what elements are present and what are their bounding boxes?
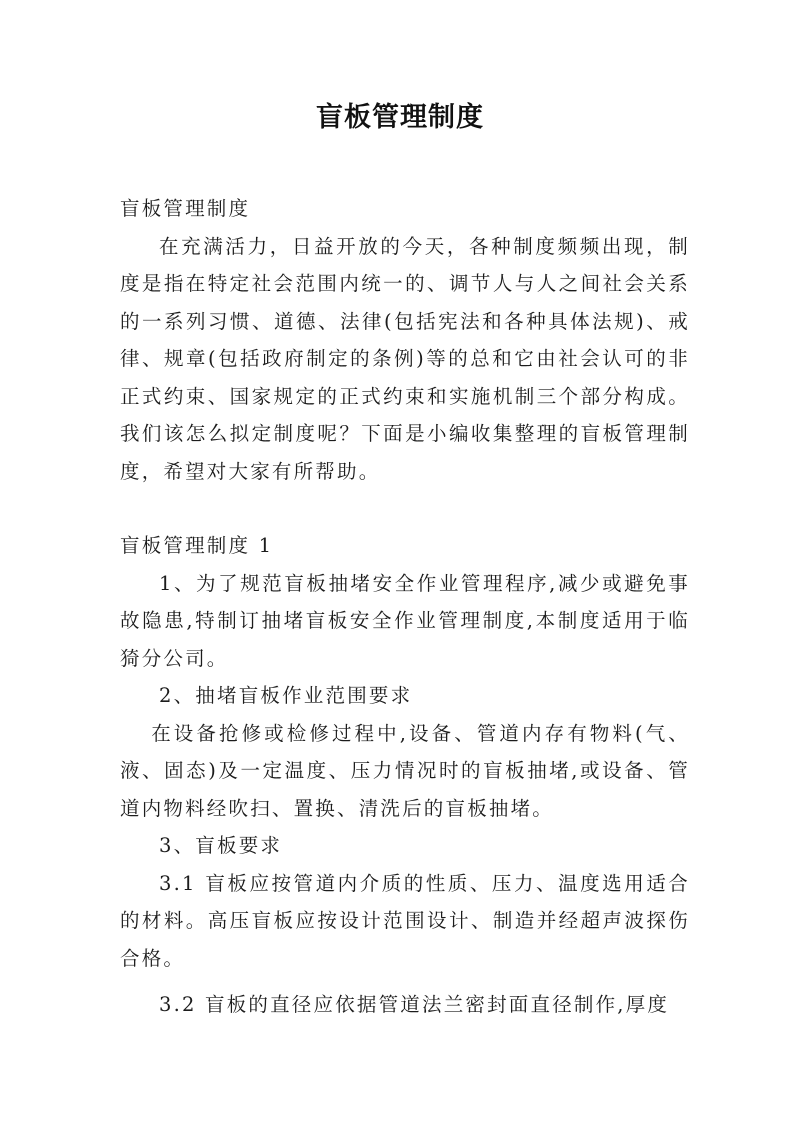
item3-2-paragraph: 3.2 盲板的直径应依据管道法兰密封面直径制作,厚度 xyxy=(159,993,670,1016)
intro-heading: 盲板管理制度 xyxy=(120,197,251,220)
item2-body: 在设备抢修或检修过程中,设备、管道内存有物料(气、液、固态)及一定温度、压力情况时的盲板抽堵,或设备、管道内物料经吹扫、置换、清洗后的盲板抽堵。 xyxy=(120,721,690,820)
item3-heading: 3、盲板要求 xyxy=(159,834,283,857)
item3-1-paragraph: 3.1 盲板应按管道内介质的性质、压力、温度选用适合的材料。高压盲板应按设计范围设计、制造并经超声波探伤合格。 xyxy=(120,871,690,970)
item1-paragraph: 1、为了规范盲板抽堵安全作业管理程序,减少或避免事故隐患,特制订抽堵盲板安全作业管理制度,本制度适用于临猗分公司。 xyxy=(120,571,690,670)
intro-paragraph: 在充满活力，日益开放的今天，各种制度频频出现，制度是指在特定社会范围内统一的、调节人与人之间社会关系的一系列习惯、道德、法律(包括宪法和各种具体法规)、戒律、规章(包括政府制定的条例)等的总和它由社会认可的非正式约束、国家规定的正式约束和实施机制三个部分构成。我们该怎么拟定制度呢？下面是小编收集整理的盲板管理制度，希望对大家有所帮助。 xyxy=(120,234,690,483)
item2-heading: 2、抽堵盲板作业范围要求 xyxy=(159,684,413,707)
document-body xyxy=(120,190,690,1024)
section1-heading: 盲板管理制度 1 xyxy=(120,534,274,557)
document-title: 盲板管理制度 xyxy=(316,102,484,133)
